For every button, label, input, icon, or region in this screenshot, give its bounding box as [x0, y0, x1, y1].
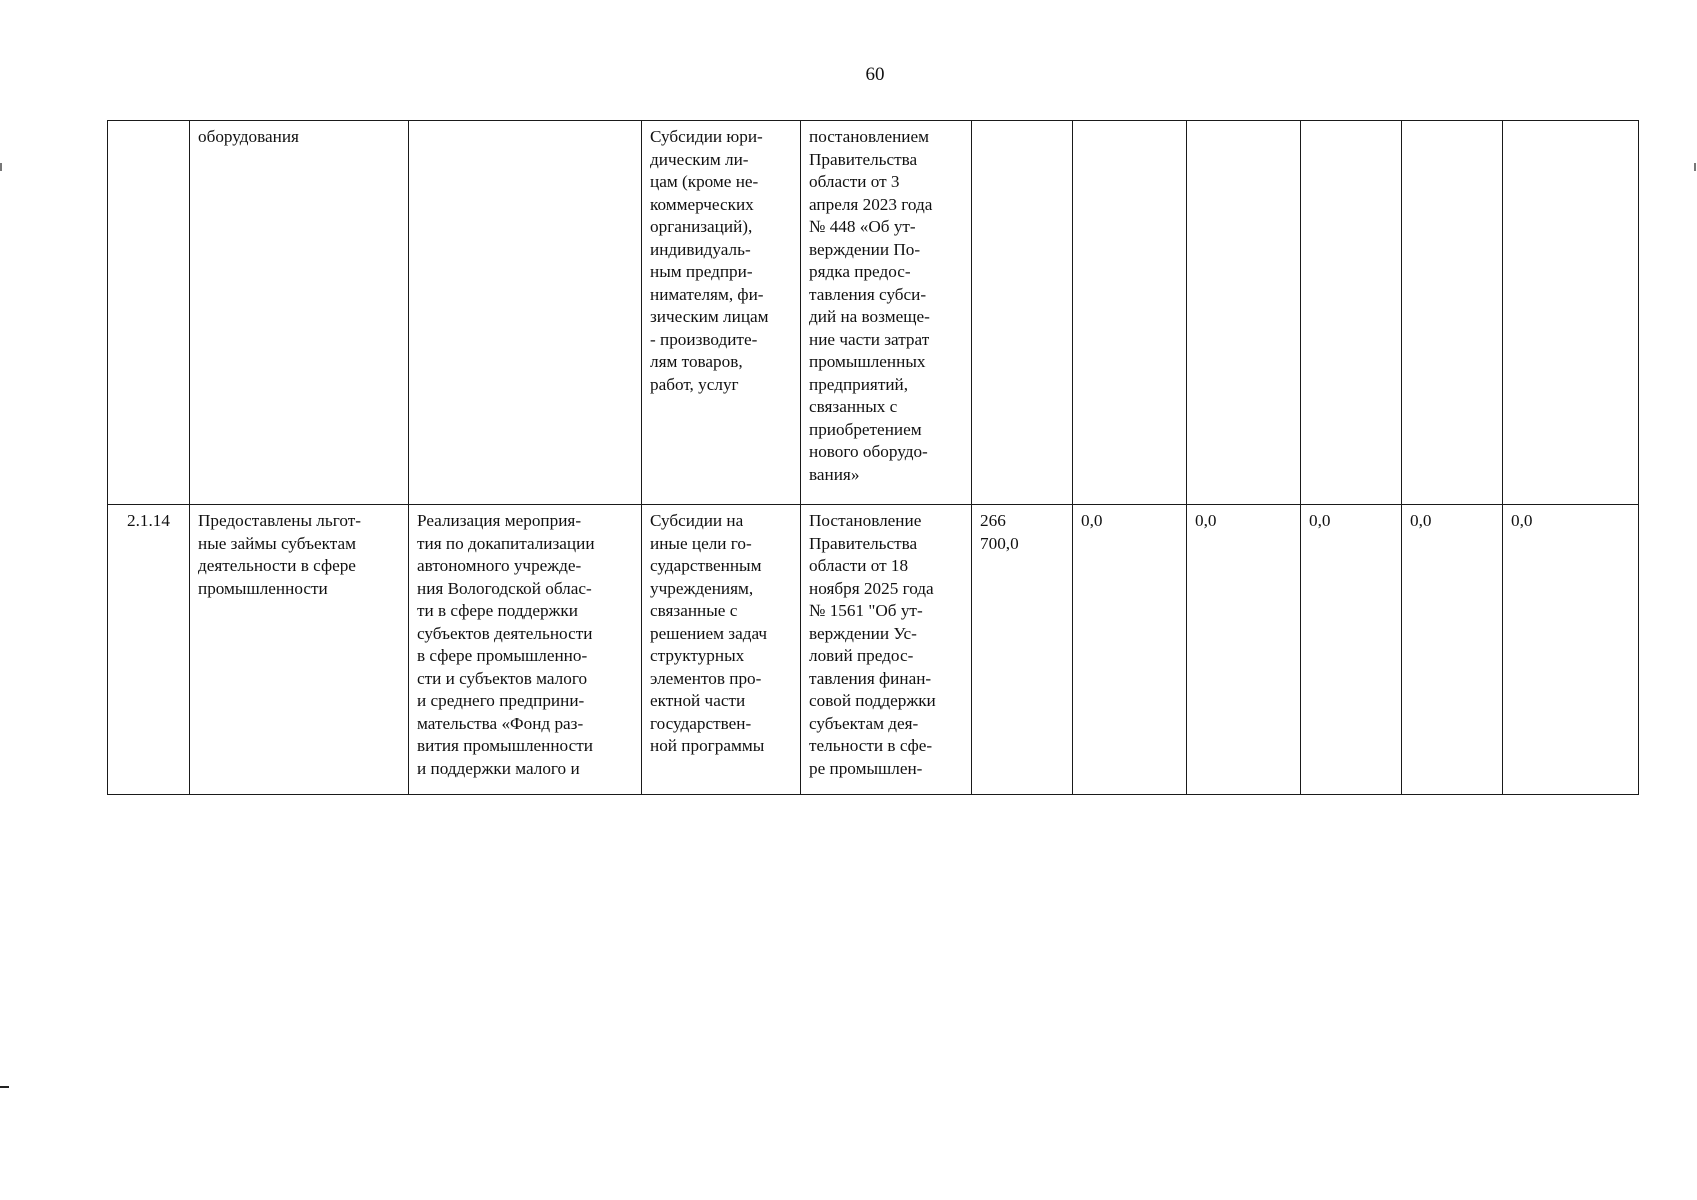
subsidy-type-cell: Субсидии юри- дическим ли- цам (кроме не- коммерческих организаций), индивидуаль- ным предпри- нимателям, фи- зическим лицам - производите- лям товаров, работ, услуг: [642, 121, 801, 505]
margin-tick-mark: [0, 1086, 9, 1088]
margin-tick-mark: [1694, 163, 1696, 171]
amount-cell: 266 700,0: [972, 505, 1073, 795]
value-cell: [1402, 121, 1503, 505]
table-row: [108, 505, 1639, 795]
result-cell: Предоставлены льгот- ные займы субъектам деятельности в сфере промышленности: [190, 505, 409, 795]
value-cell: 0,0: [1503, 505, 1639, 795]
row-number-cell: 2.1.14: [108, 505, 190, 795]
row-number-cell: [108, 121, 190, 505]
page-number: 60: [865, 64, 885, 85]
value-cell: 0,0: [1301, 505, 1402, 795]
result-cell: оборудования: [190, 121, 409, 505]
budget-table: [107, 120, 1639, 795]
legal-act-cell: Постановление Правительства области от 18 ноября 2025 года № 1561 "Об ут- верждении Ус- ловий предос- тавления финан- совой поддержки субъектам дея- тельности в сфе- ре промышлен-: [801, 505, 972, 795]
table-row: [108, 121, 1639, 505]
value-cell: [1187, 121, 1301, 505]
legal-act-cell: постановлением Правительства области от 3 апреля 2023 года № 448 «Об ут- верждении По- рядка предос- тавления субси- дий на возмеще- ние части затрат промышленных предприятий, связанных с приобретением нового оборудо- вания»: [801, 121, 972, 505]
subsidy-type-cell: Субсидии на иные цели го- сударственным учреждениям, связанные с решением задач структурных элементов про- ектной части государствен- ной программы: [642, 505, 801, 795]
margin-tick-mark: [0, 163, 2, 171]
value-cell: [1301, 121, 1402, 505]
value-cell: 0,0: [1073, 505, 1187, 795]
value-cell: 0,0: [1187, 505, 1301, 795]
value-cell: 0,0: [1402, 505, 1503, 795]
activity-cell: [409, 121, 642, 505]
amount-cell: [972, 121, 1073, 505]
value-cell: [1073, 121, 1187, 505]
activity-cell: Реализация мероприя- тия по докапитализации автономного учрежде- ния Вологодской облас- ти в сфере поддержки субъектов деятельности в сфере промышленно- сти и субъектов малого и среднего предприни- мательства «Фонд раз- вития промышленности и поддержки малого и: [409, 505, 642, 795]
value-cell: [1503, 121, 1639, 505]
